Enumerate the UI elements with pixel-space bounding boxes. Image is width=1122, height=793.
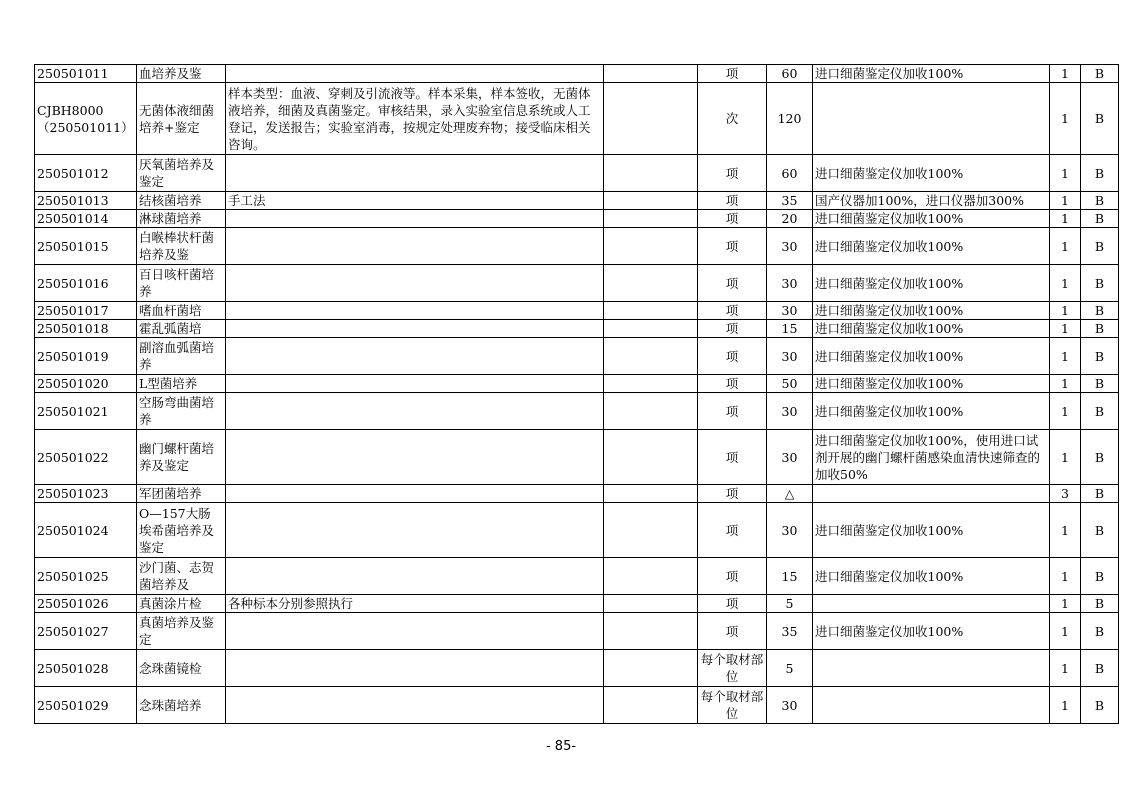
count-cell: 1 bbox=[1050, 393, 1081, 430]
note-cell: 进口细菌鉴定仪加收100% bbox=[813, 613, 1050, 650]
empty-cell bbox=[604, 83, 698, 155]
item-code-cell: 250501012 bbox=[35, 155, 137, 192]
note-cell: 进口细菌鉴定仪加收100% bbox=[813, 228, 1050, 265]
item-code-cell: 250501028 bbox=[35, 650, 137, 687]
note-cell: 进口细菌鉴定仪加收100% bbox=[813, 393, 1050, 430]
item-code-cell: 250501017 bbox=[35, 302, 137, 320]
table-row bbox=[35, 558, 1119, 595]
price-cell: 5 bbox=[767, 595, 813, 613]
item-description-cell: 各种标本分别参照执行 bbox=[226, 595, 604, 613]
item-name-cell: L型菌培养 bbox=[137, 375, 226, 393]
note-cell bbox=[813, 485, 1050, 503]
price-cell: 35 bbox=[767, 613, 813, 650]
price-cell: 50 bbox=[767, 375, 813, 393]
item-description-cell bbox=[226, 687, 604, 724]
count-cell: 1 bbox=[1050, 228, 1081, 265]
empty-cell bbox=[604, 485, 698, 503]
unit-cell: 项 bbox=[698, 265, 767, 302]
empty-cell bbox=[604, 503, 698, 558]
table-row bbox=[35, 430, 1119, 485]
item-code-cell: 250501018 bbox=[35, 320, 137, 338]
category-cell: B bbox=[1081, 393, 1119, 430]
item-code-cell: 250501025 bbox=[35, 558, 137, 595]
empty-cell bbox=[604, 192, 698, 210]
item-description-cell bbox=[226, 393, 604, 430]
category-cell: B bbox=[1081, 155, 1119, 192]
count-cell: 1 bbox=[1050, 558, 1081, 595]
empty-cell bbox=[604, 650, 698, 687]
count-cell: 1 bbox=[1050, 687, 1081, 724]
category-cell: B bbox=[1081, 375, 1119, 393]
category-cell: B bbox=[1081, 650, 1119, 687]
price-cell: 60 bbox=[767, 65, 813, 83]
unit-cell: 项 bbox=[698, 210, 767, 228]
note-cell: 进口细菌鉴定仪加收100% bbox=[813, 302, 1050, 320]
count-cell: 3 bbox=[1050, 485, 1081, 503]
fee-table bbox=[34, 64, 1119, 724]
category-cell: B bbox=[1081, 338, 1119, 375]
empty-cell bbox=[604, 338, 698, 375]
item-description-cell: 样本类型：血液、穿刺及引流液等。样本采集，样本签收，无菌体液培养，细菌及真菌鉴定。审核结果，录入实验室信息系统或人工登记，发送报告；实验室消毒，按规定处理废弃物；接受临床相关咨询。 bbox=[226, 83, 604, 155]
item-code-cell: 250501023 bbox=[35, 485, 137, 503]
note-cell: 国产仪器加100%，进口仪器加300% bbox=[813, 192, 1050, 210]
price-cell: 30 bbox=[767, 687, 813, 724]
note-cell: 进口细菌鉴定仪加收100% bbox=[813, 320, 1050, 338]
count-cell: 1 bbox=[1050, 265, 1081, 302]
note-cell: 进口细菌鉴定仪加收100% bbox=[813, 558, 1050, 595]
price-cell: 35 bbox=[767, 192, 813, 210]
empty-cell bbox=[604, 265, 698, 302]
note-cell bbox=[813, 83, 1050, 155]
category-cell: B bbox=[1081, 595, 1119, 613]
empty-cell bbox=[604, 687, 698, 724]
category-cell: B bbox=[1081, 558, 1119, 595]
empty-cell bbox=[604, 375, 698, 393]
count-cell: 1 bbox=[1050, 155, 1081, 192]
table-row bbox=[35, 210, 1119, 228]
unit-cell: 项 bbox=[698, 228, 767, 265]
price-cell: 30 bbox=[767, 338, 813, 375]
item-description-cell: 手工法 bbox=[226, 192, 604, 210]
note-cell: 进口细菌鉴定仪加收100% bbox=[813, 65, 1050, 83]
note-cell: 进口细菌鉴定仪加收100% bbox=[813, 503, 1050, 558]
empty-cell bbox=[604, 393, 698, 430]
price-cell: 5 bbox=[767, 650, 813, 687]
category-cell: B bbox=[1081, 503, 1119, 558]
unit-cell: 项 bbox=[698, 302, 767, 320]
count-cell: 1 bbox=[1050, 65, 1081, 83]
item-code-cell: 250501021 bbox=[35, 393, 137, 430]
unit-cell: 项 bbox=[698, 393, 767, 430]
item-description-cell bbox=[226, 320, 604, 338]
item-code-cell: 250501029 bbox=[35, 687, 137, 724]
price-cell: 30 bbox=[767, 228, 813, 265]
item-code-cell: 250501020 bbox=[35, 375, 137, 393]
table-row bbox=[35, 265, 1119, 302]
table-row bbox=[35, 320, 1119, 338]
table-row bbox=[35, 302, 1119, 320]
category-cell: B bbox=[1081, 192, 1119, 210]
price-cell: 15 bbox=[767, 558, 813, 595]
empty-cell bbox=[604, 210, 698, 228]
item-name-cell: 沙门菌、志贺菌培养及 bbox=[137, 558, 226, 595]
count-cell: 1 bbox=[1050, 210, 1081, 228]
item-name-cell: 血培养及鉴 bbox=[137, 65, 226, 83]
count-cell: 1 bbox=[1050, 503, 1081, 558]
price-cell: 20 bbox=[767, 210, 813, 228]
table-row bbox=[35, 375, 1119, 393]
empty-cell bbox=[604, 430, 698, 485]
item-name-cell: 厌氧菌培养及鉴定 bbox=[137, 155, 226, 192]
price-cell: 30 bbox=[767, 393, 813, 430]
item-description-cell bbox=[226, 302, 604, 320]
count-cell: 1 bbox=[1050, 83, 1081, 155]
note-cell: 进口细菌鉴定仪加收100% bbox=[813, 210, 1050, 228]
count-cell: 1 bbox=[1050, 650, 1081, 687]
category-cell: B bbox=[1081, 302, 1119, 320]
item-name-cell: 真菌培养及鉴定 bbox=[137, 613, 226, 650]
table-row bbox=[35, 155, 1119, 192]
count-cell: 1 bbox=[1050, 302, 1081, 320]
item-name-cell: 空肠弯曲菌培养 bbox=[137, 393, 226, 430]
note-cell bbox=[813, 650, 1050, 687]
item-code-cell: 250501024 bbox=[35, 503, 137, 558]
unit-cell: 项 bbox=[698, 375, 767, 393]
unit-cell: 项 bbox=[698, 558, 767, 595]
unit-cell: 每个取材部位 bbox=[698, 687, 767, 724]
item-code-cell: 250501016 bbox=[35, 265, 137, 302]
table-row bbox=[35, 338, 1119, 375]
category-cell: B bbox=[1081, 83, 1119, 155]
note-cell bbox=[813, 687, 1050, 724]
table-row bbox=[35, 687, 1119, 724]
category-cell: B bbox=[1081, 430, 1119, 485]
empty-cell bbox=[604, 155, 698, 192]
table-row bbox=[35, 393, 1119, 430]
unit-cell: 项 bbox=[698, 595, 767, 613]
item-name-cell: 副溶血弧菌培养 bbox=[137, 338, 226, 375]
unit-cell: 项 bbox=[698, 338, 767, 375]
unit-cell: 项 bbox=[698, 613, 767, 650]
count-cell: 1 bbox=[1050, 430, 1081, 485]
item-description-cell bbox=[226, 228, 604, 265]
item-description-cell bbox=[226, 503, 604, 558]
item-code-cell: 250501022 bbox=[35, 430, 137, 485]
category-cell: B bbox=[1081, 210, 1119, 228]
table-row bbox=[35, 595, 1119, 613]
price-cell: 30 bbox=[767, 503, 813, 558]
category-cell: B bbox=[1081, 65, 1119, 83]
price-cell: 30 bbox=[767, 302, 813, 320]
empty-cell bbox=[604, 595, 698, 613]
item-description-cell bbox=[226, 65, 604, 83]
item-name-cell: 无菌体液细菌培养+鉴定 bbox=[137, 83, 226, 155]
item-description-cell bbox=[226, 338, 604, 375]
item-description-cell bbox=[226, 650, 604, 687]
note-cell: 进口细菌鉴定仪加收100%，使用进口试剂开展的幽门螺杆菌感染血清快速筛查的加收50% bbox=[813, 430, 1050, 485]
price-cell: 30 bbox=[767, 430, 813, 485]
table-row bbox=[35, 65, 1119, 83]
item-name-cell: 真菌涂片检 bbox=[137, 595, 226, 613]
item-name-cell: 淋球菌培养 bbox=[137, 210, 226, 228]
category-cell: B bbox=[1081, 320, 1119, 338]
page-number: - 85- bbox=[545, 739, 577, 754]
item-name-cell: 军团菌培养 bbox=[137, 485, 226, 503]
table-row bbox=[35, 228, 1119, 265]
table-row bbox=[35, 485, 1119, 503]
empty-cell bbox=[604, 302, 698, 320]
note-cell: 进口细菌鉴定仪加收100% bbox=[813, 375, 1050, 393]
price-cell: 60 bbox=[767, 155, 813, 192]
note-cell: 进口细菌鉴定仪加收100% bbox=[813, 265, 1050, 302]
table-row bbox=[35, 613, 1119, 650]
item-description-cell bbox=[226, 558, 604, 595]
count-cell: 1 bbox=[1050, 613, 1081, 650]
item-name-cell: 幽门螺杆菌培养及鉴定 bbox=[137, 430, 226, 485]
item-code-cell: CJBH8000（250501011） bbox=[35, 83, 137, 155]
item-name-cell: O—157大肠埃希菌培养及鉴定 bbox=[137, 503, 226, 558]
unit-cell: 次 bbox=[698, 83, 767, 155]
note-cell: 进口细菌鉴定仪加收100% bbox=[813, 338, 1050, 375]
empty-cell bbox=[604, 65, 698, 83]
unit-cell: 项 bbox=[698, 430, 767, 485]
item-description-cell bbox=[226, 210, 604, 228]
item-name-cell: 霍乱弧菌培 bbox=[137, 320, 226, 338]
item-name-cell: 嗜血杆菌培 bbox=[137, 302, 226, 320]
item-code-cell: 250501011 bbox=[35, 65, 137, 83]
empty-cell bbox=[604, 320, 698, 338]
note-cell: 进口细菌鉴定仪加收100% bbox=[813, 155, 1050, 192]
item-code-cell: 250501027 bbox=[35, 613, 137, 650]
table-row bbox=[35, 503, 1119, 558]
empty-cell bbox=[604, 228, 698, 265]
price-cell: △ bbox=[767, 485, 813, 503]
category-cell: B bbox=[1081, 485, 1119, 503]
fee-table-body bbox=[35, 65, 1119, 724]
unit-cell: 项 bbox=[698, 503, 767, 558]
unit-cell: 项 bbox=[698, 192, 767, 210]
empty-cell bbox=[604, 613, 698, 650]
note-cell bbox=[813, 595, 1050, 613]
item-name-cell: 白喉棒状杆菌培养及鉴 bbox=[137, 228, 226, 265]
category-cell: B bbox=[1081, 613, 1119, 650]
item-name-cell: 念珠菌镜检 bbox=[137, 650, 226, 687]
table-row bbox=[35, 83, 1119, 155]
unit-cell: 项 bbox=[698, 65, 767, 83]
unit-cell: 项 bbox=[698, 155, 767, 192]
price-cell: 30 bbox=[767, 265, 813, 302]
category-cell: B bbox=[1081, 265, 1119, 302]
table-row bbox=[35, 192, 1119, 210]
count-cell: 1 bbox=[1050, 320, 1081, 338]
item-name-cell: 结核菌培养 bbox=[137, 192, 226, 210]
count-cell: 1 bbox=[1050, 338, 1081, 375]
item-code-cell: 250501015 bbox=[35, 228, 137, 265]
item-code-cell: 250501013 bbox=[35, 192, 137, 210]
item-description-cell bbox=[226, 155, 604, 192]
item-code-cell: 250501014 bbox=[35, 210, 137, 228]
item-name-cell: 念珠菌培养 bbox=[137, 687, 226, 724]
count-cell: 1 bbox=[1050, 192, 1081, 210]
count-cell: 1 bbox=[1050, 375, 1081, 393]
category-cell: B bbox=[1081, 687, 1119, 724]
item-code-cell: 250501019 bbox=[35, 338, 137, 375]
unit-cell: 每个取材部位 bbox=[698, 650, 767, 687]
item-description-cell bbox=[226, 613, 604, 650]
item-code-cell: 250501026 bbox=[35, 595, 137, 613]
price-cell: 15 bbox=[767, 320, 813, 338]
unit-cell: 项 bbox=[698, 485, 767, 503]
item-name-cell: 百日咳杆菌培养 bbox=[137, 265, 226, 302]
table-row bbox=[35, 650, 1119, 687]
unit-cell: 项 bbox=[698, 320, 767, 338]
count-cell: 1 bbox=[1050, 595, 1081, 613]
empty-cell bbox=[604, 558, 698, 595]
item-description-cell bbox=[226, 375, 604, 393]
price-cell: 120 bbox=[767, 83, 813, 155]
item-description-cell bbox=[226, 485, 604, 503]
item-description-cell bbox=[226, 430, 604, 485]
item-description-cell bbox=[226, 265, 604, 302]
category-cell: B bbox=[1081, 228, 1119, 265]
